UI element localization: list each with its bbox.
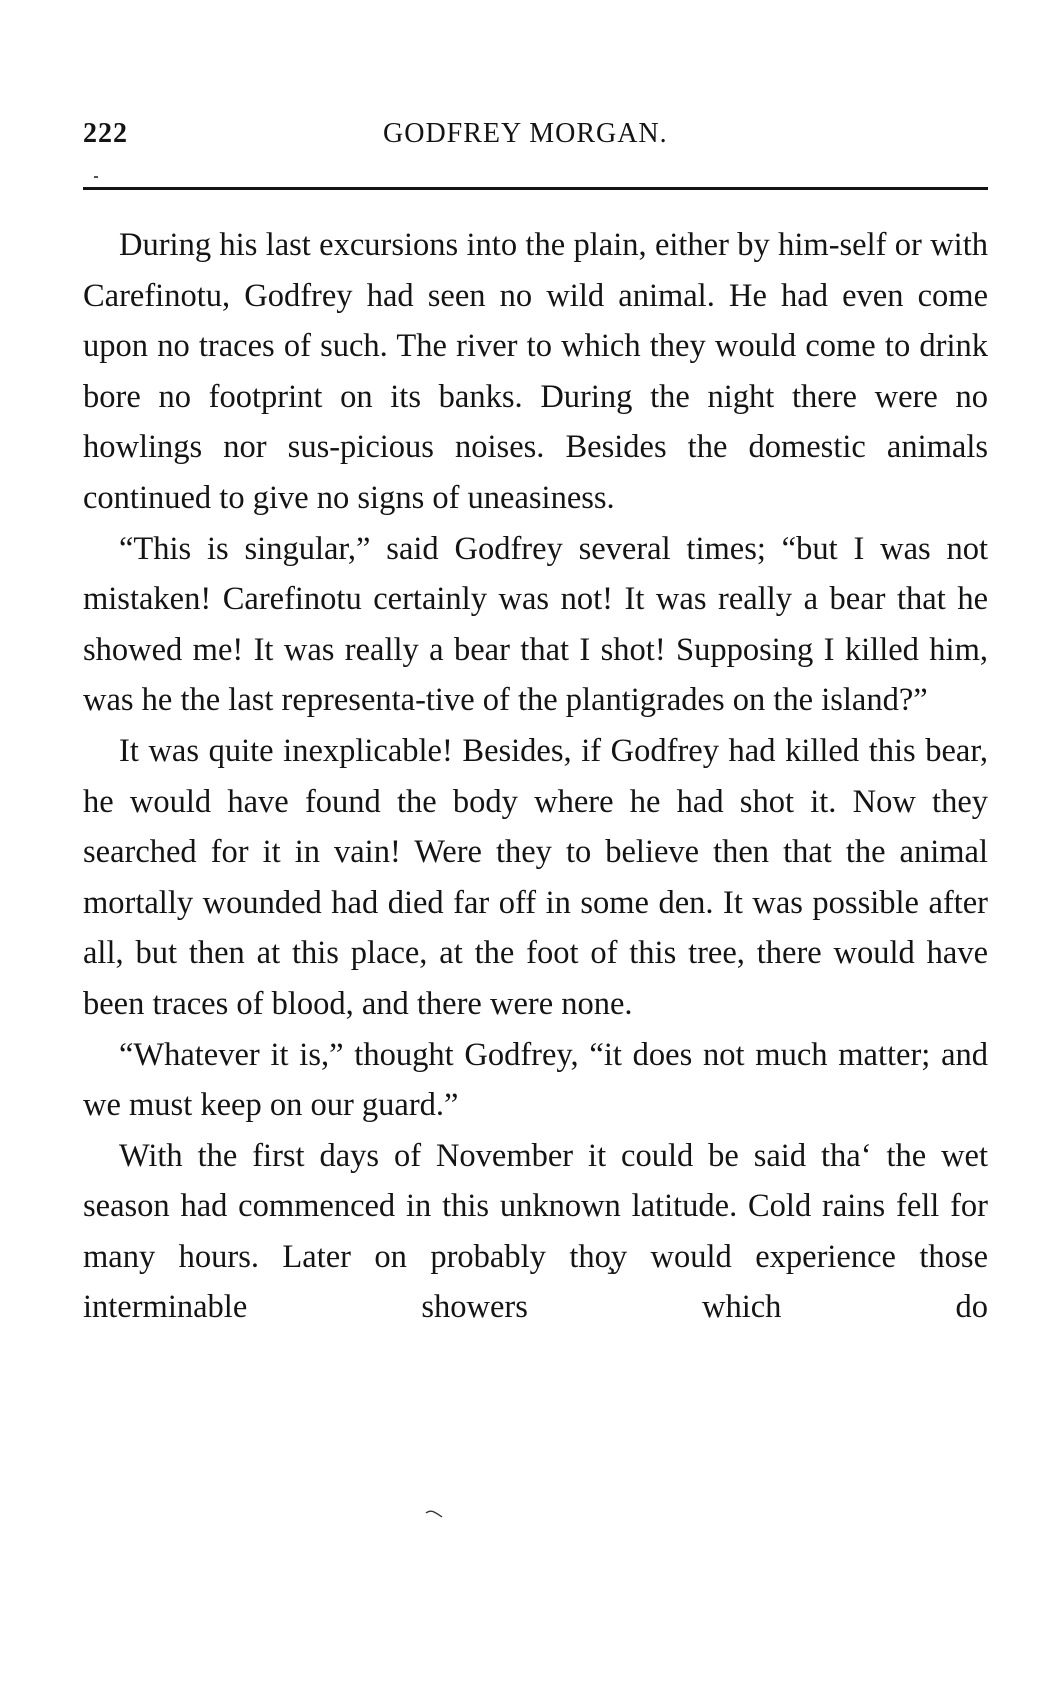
ink-speck: [94, 176, 98, 178]
ink-mark: [425, 1510, 443, 1518]
paragraph-2: “This is singular,” said Godfrey several times; “but I was not mistaken! Carefinotu certainly was not! It was really a bear that he showed me! It was really a bear that I shot! Supposing I killed him, was he the last representa-tive of the plantigrades on the island?”: [83, 530, 988, 719]
book-title: GODFREY MORGAN.: [383, 118, 668, 149]
paragraph-1: During his last excursions into the plain, either by him-self or with Carefinotu, Godfrey had seen no wild animal. He had even come upon no traces of such. The river to which they would come to drink bore no footprint on its banks. During the night there were no howlings nor sus-picious noises. Besides the domestic animals continued to give no signs of uneasiness.: [83, 227, 988, 516]
paragraph-3: It was quite inexplicable! Besides, if Godfrey had killed this bear, he would have found the body where he had shot it. Now they searched for it in vain! Were they to believe then that the animal mortally wounded had died far off in some den. It was possible after all, but then at this place, at the foot of this tree, there would have been traces of blood, and there were none.: [83, 732, 988, 1022]
header-rule: [83, 187, 988, 190]
page-number: 222: [83, 118, 128, 149]
running-head: [83, 118, 988, 162]
paragraph-4: “Whatever it is,” thought Godfrey, “it does not much matter; and we must keep on our guard.”: [83, 1036, 988, 1124]
body-text: [83, 220, 988, 1333]
paragraph-5: With the first days of November it could be said tha‘ the wet season had commenced in this unknown latitude. Cold rains fell for many hours. Later on probably tho̧y would experience those interminable showers which do: [83, 1137, 988, 1326]
